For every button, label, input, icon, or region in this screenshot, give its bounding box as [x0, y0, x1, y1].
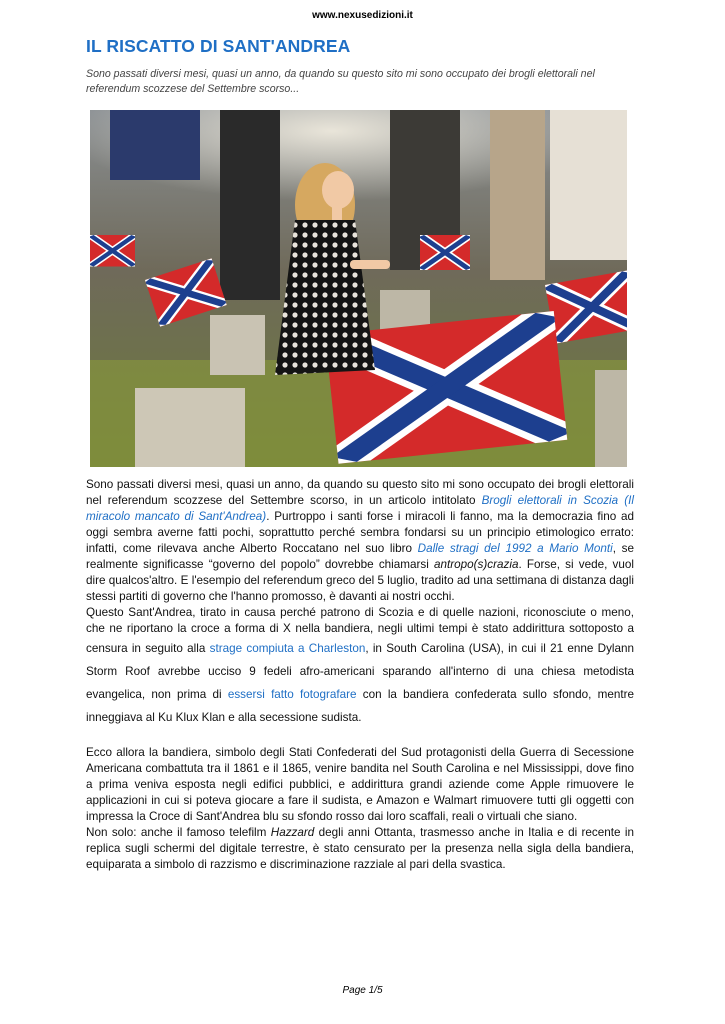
page-number: Page 1/5: [342, 985, 383, 996]
paragraph-1: Sono passati diversi mesi, quasi un anno, da quando su questo sito mi sono occupato dei brogli elettorali nel referendum scozzese del Settembre scorso, in un articolo intitolato Brogli elettorali in Scozia (Il miracolo mancato di Sant'Andrea). Purtroppo i santi forse i miracoli li fanno, ma la democrazia fino ad oggi sembra averne fatti pochi, soprattutto perché sembra fondarsi su un principio etimologico errato: infatti, come rilevava anche Alberto Roccatano nel suo libro Dalle stragi del 1992 a Mario Monti, se realmente significasse “governo del popolo” dovrebbe chiamarsi antropo(s)crazia. Forse, si vede, vuol dire qualcos'altro. E l'esempio del referendum greco del 5 luglio, tradito ad una settimana di distanza dagli stessi partiti di governo che l'hanno promosso, è davanti ai nostri occhi.: [86, 478, 634, 603]
site-url: www.nexusedizioni.it: [312, 10, 413, 21]
link-brogli-elettorali[interactable]: Brogli elettorali in Scozia (Il miracolo mancato di Sant'Andrea): [86, 494, 634, 523]
article-title: IL RISCATTO DI SANT'ANDREA: [86, 36, 351, 56]
paragraph-3: Ecco allora la bandiera, simbolo degli Stati Confederati del Sud protagonisti della Guerra di Secessione Americana combattuta tra il 1861 e il 1865, venire bandita nel South Carolina e nel Mississippi, dove fino a prima veniva esposta negli edifici pubblici, e addirittura grandi aziende come Apple rimuovere le applicazioni in cui si poteva giocare a fare il sudista, e Amazon e Walmart rimuovere tutti gli oggetti con impressa la Croce di Sant'Andrea blu su sfondo rosso dai loro scaffali, reali o virtuali che siano.: [86, 746, 634, 823]
link-dalle-stragi[interactable]: Dalle stragi del 1992 a Mario Monti: [417, 542, 613, 555]
article-photo: [90, 110, 627, 467]
article-lead: Sono passati diversi mesi, quasi un anno, da quando su questo sito mi sono occupato dei brogli elettorali nel referendum scozzese del Settembre scorso...: [86, 68, 595, 95]
paragraph-4: Non solo: anche il famoso telefilm Hazzard degli anni Ottanta, trasmesso anche in Italia e di recente in replica sugli schermi del digitale terrestre, è stato censurato per la presenza nella sigla della bandiera, equiparata a simbolo di razzismo e discriminazione razziale al pari della svastica.: [86, 826, 634, 871]
article-body: [86, 477, 634, 873]
paragraph-2: Questo Sant'Andrea, tirato in causa perché patrono di Scozia e di quelle nazioni, riconosciute o meno, che ne riportano la croce a forma di X nella bandiera, negli ultimi tempi è stato addirittura sottoposto a censura in seguito alla strage compiuta a Charleston, in South Carolina (USA), in cui il 21 enne Dylann Storm Roof avrebbe ucciso 9 fedeli afro-americani sparando all'interno di una chiesa metodista evangelica, non prima di essersi fatto fotografare con la bandiera confederata sullo sfondo, mentre inneggiava al Ku Klux Klan e alla secessione sudista.: [86, 606, 635, 724]
link-strage-charleston[interactable]: strage compiuta a Charleston: [209, 642, 366, 655]
link-fotografare[interactable]: essersi fatto fotografare: [227, 688, 357, 701]
